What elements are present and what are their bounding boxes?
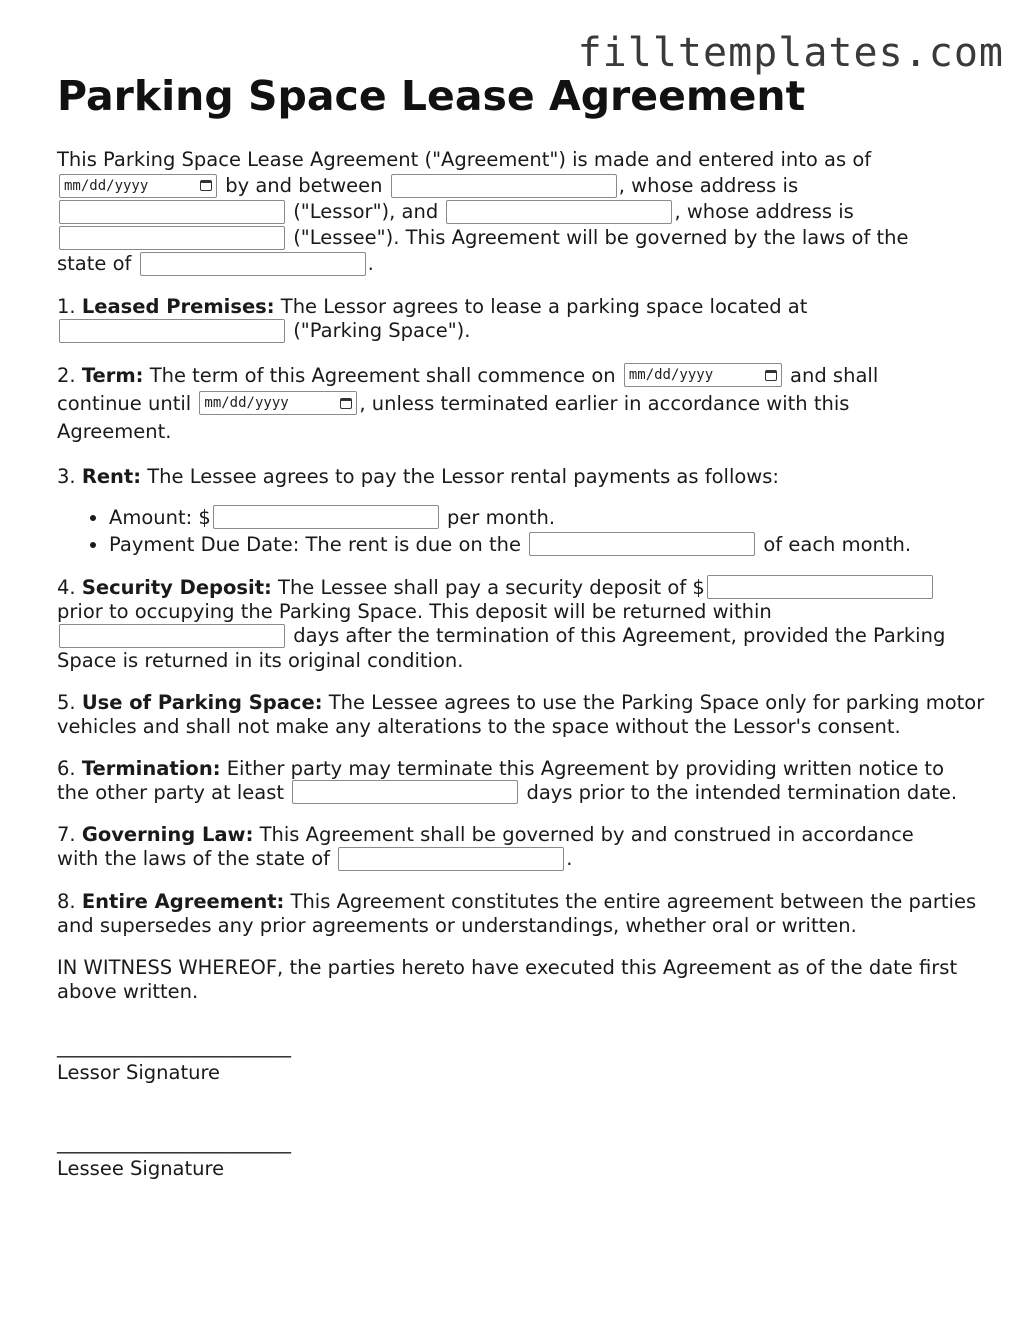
- section-text: The Lessee agrees to use the Parking Space only for parking motor vehicles and shall not make any alterations to the space without the Lessor's consent.: [57, 690, 985, 738]
- return-days-input[interactable]: [59, 624, 285, 648]
- law-state-input[interactable]: [338, 847, 564, 871]
- intro-text: by and between: [225, 174, 383, 198]
- intro-text: , whose address is: [618, 174, 799, 198]
- section-heading: Termination:: [81, 756, 221, 780]
- section-text: The Lessor agrees to lease a parking space located at: [280, 295, 808, 319]
- section-text: and shall: [790, 363, 879, 387]
- section-text: with the laws of the state of: [57, 847, 331, 871]
- lessor-signature-line[interactable]: ________________________: [57, 1034, 291, 1058]
- date-placeholder: mm/dd/yyyy: [628, 367, 714, 384]
- section-text: days prior to the intended termination date.: [526, 780, 958, 804]
- calendar-icon[interactable]: [200, 180, 212, 191]
- section-heading: Security Deposit:: [81, 575, 272, 599]
- section-text: Either party may terminate this Agreement by providing written notice to: [226, 756, 945, 780]
- date-placeholder: mm/dd/yyyy: [204, 395, 289, 412]
- deposit-amount-input[interactable]: [707, 575, 933, 599]
- due-day-input[interactable]: [529, 532, 755, 556]
- section-text: days after the termination of this Agreement, provided the Parking: [293, 624, 946, 648]
- end-date-input[interactable]: [199, 391, 357, 415]
- list-item: [109, 531, 987, 558]
- section-heading: Governing Law:: [81, 823, 254, 847]
- list-item: [109, 504, 987, 531]
- section-number: 2.: [57, 363, 76, 387]
- parking-location-input[interactable]: [59, 319, 285, 343]
- lessor-address-input[interactable]: [59, 200, 285, 224]
- lessee-signature-line[interactable]: ________________________: [57, 1130, 291, 1154]
- start-date-input[interactable]: [624, 363, 782, 387]
- lessee-signature-block: [57, 1130, 987, 1182]
- intro-text: ("Lessee"). This Agreement will be governed by the laws of the: [293, 226, 909, 250]
- section-termination: [57, 757, 987, 806]
- section-term: [57, 362, 987, 446]
- section-leased-premises: [57, 295, 987, 344]
- section-text: ("Parking Space").: [293, 319, 471, 343]
- lessor-signature-block: [57, 1034, 987, 1086]
- lessor-name-input[interactable]: [391, 174, 617, 198]
- governing-state-input[interactable]: [140, 252, 366, 276]
- section-heading: Term:: [81, 363, 144, 387]
- intro-text: state of: [57, 252, 132, 276]
- rent-amount-label: Amount: $: [109, 505, 211, 529]
- intro-text: ("Lessor"), and: [293, 200, 439, 224]
- section-heading: Use of Parking Space:: [81, 690, 323, 714]
- section-rent: [57, 464, 987, 490]
- section-security-deposit: [57, 576, 987, 673]
- section-number: 7.: [57, 823, 76, 847]
- section-number: 4.: [57, 575, 76, 599]
- section-entire-agreement: [57, 890, 987, 938]
- witness-clause: IN WITNESS WHEREOF, the parties hereto have executed this Agreement as of the date first above written.: [57, 955, 958, 1003]
- section-number: 3.: [57, 464, 76, 488]
- section-text: continue until: [57, 391, 192, 415]
- section-number: 1.: [57, 295, 76, 319]
- intro-paragraph: [57, 147, 987, 277]
- intro-text: This Parking Space Lease Agreement ("Agreement") is made and entered into as of: [57, 148, 872, 172]
- lessor-signature-label: Lessor Signature: [57, 1060, 221, 1084]
- section-text: This Agreement constitutes the entire agreement between the parties and supersedes any prior agreements or understandings, whether oral or written.: [57, 889, 977, 937]
- intro-text: .: [367, 252, 374, 276]
- calendar-icon[interactable]: [765, 370, 777, 381]
- section-text: The Lessee agrees to pay the Lessor rental payments as follows:: [147, 464, 779, 488]
- rent-list: [57, 504, 987, 558]
- section-text: prior to occupying the Parking Space. This deposit will be returned within: [57, 600, 772, 624]
- lessee-signature-label: Lessee Signature: [57, 1156, 225, 1180]
- section-text: The term of this Agreement shall commence on: [149, 363, 616, 387]
- section-text: Agreement.: [57, 419, 172, 443]
- rent-amount-input[interactable]: [213, 505, 439, 529]
- section-number: 6.: [57, 756, 76, 780]
- section-heading: Rent:: [81, 464, 142, 488]
- agreement-date-input[interactable]: [59, 174, 217, 198]
- rent-amount-suffix: per month.: [447, 505, 556, 529]
- section-number: 5.: [57, 690, 76, 714]
- section-text: Space is returned in its original condition.: [57, 648, 464, 672]
- section-use: [57, 691, 987, 739]
- section-text: This Agreement shall be governed by and construed in accordance: [259, 823, 914, 847]
- notice-days-input[interactable]: [292, 780, 518, 804]
- section-number: 8.: [57, 889, 76, 913]
- date-placeholder: mm/dd/yyyy: [64, 177, 149, 194]
- lessee-name-input[interactable]: [446, 200, 672, 224]
- section-governing-law: [57, 823, 987, 872]
- intro-text: , whose address is: [674, 200, 854, 224]
- section-text: the other party at least: [57, 780, 285, 804]
- lessee-address-input[interactable]: [59, 226, 285, 250]
- section-text: .: [566, 847, 573, 871]
- due-date-suffix: of each month.: [763, 532, 912, 556]
- section-text: The Lessee shall pay a security deposit of $: [278, 575, 705, 599]
- section-heading: Leased Premises:: [81, 295, 275, 319]
- page-title: Parking Space Lease Agreement: [57, 72, 806, 120]
- document: [57, 72, 987, 1226]
- watermark: filltemplates.com: [577, 30, 1004, 76]
- section-heading: Entire Agreement:: [81, 889, 285, 913]
- calendar-icon[interactable]: [340, 398, 352, 409]
- due-date-label: Payment Due Date: The rent is due on the: [109, 532, 521, 556]
- section-text: , unless terminated earlier in accordance with this: [359, 391, 850, 415]
